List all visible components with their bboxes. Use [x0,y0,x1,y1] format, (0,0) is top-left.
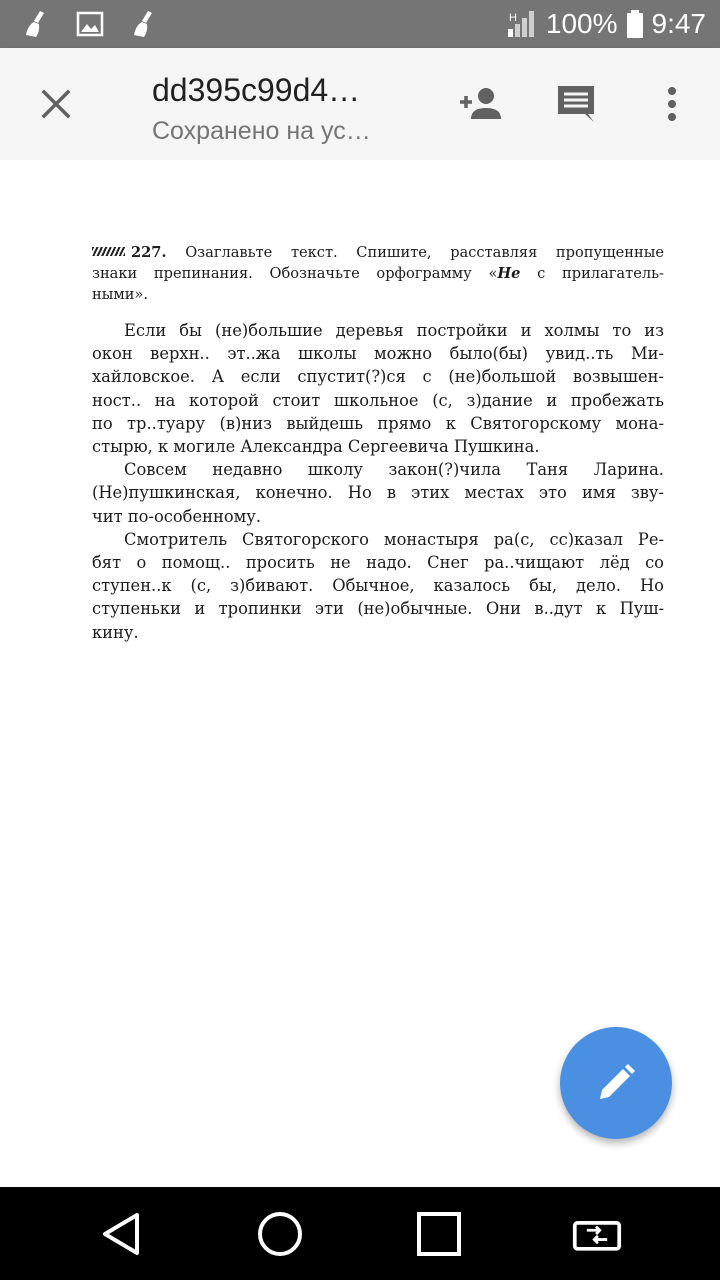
close-icon [40,88,72,120]
text-line: Смотритель Святогорского монастыря ра(с, сс)казал Ре- [124,529,664,549]
hatch-marker-icon [92,247,125,256]
title-block [152,70,402,148]
back-icon [99,1211,143,1257]
paragraph-3 [92,528,664,644]
edit-pencil-icon [596,1063,636,1103]
text-line: бят о помощ.. просить не надо. Снег ра..чищают лёд со [92,553,664,573]
task-instruction [92,242,664,305]
more-vert-icon [666,86,678,122]
app-toolbar [0,48,720,160]
paragraph-2 [92,458,664,528]
edit-fab-button[interactable] [560,1027,672,1139]
orthogram-ne: Не [497,265,521,282]
text-line: стырю, к могиле Александра Сергеевича Пушкина. [92,437,540,457]
recents-button[interactable] [414,1209,464,1259]
text-line: хайловское. А если спустит(?)ся с (не)большой возвышен- [92,367,664,387]
screen-cast-icon [572,1214,622,1254]
document-content [92,242,664,644]
image-icon [76,10,104,38]
text-line: (Не)пушкинская, конечно. Но в этих местах это имя зву- [92,483,664,503]
paragraph-1 [92,319,664,458]
back-button[interactable] [96,1209,146,1259]
more-options-button[interactable] [644,76,700,132]
task-line: 227. Озаглавьте текст. Спишите, расставляя пропущенные [92,242,664,263]
home-icon [256,1210,304,1258]
close-button[interactable] [30,78,82,130]
notification-icons [22,8,158,40]
clock: 9:47 [651,8,706,39]
comment-icon [555,83,597,125]
home-button[interactable] [255,1209,305,1259]
task-line: знаки препинания. Обозначьте орфограмму «Не с прилагатель- [92,265,664,282]
text-line: окон верхн.. эт..жа школы можно было(бы) увид..ть Ми- [92,344,664,364]
network-type: H [508,12,517,24]
signal-icon [506,9,538,39]
navigation-bar [0,1187,720,1280]
document-title: dd395c99d4… [152,72,361,108]
comments-button[interactable] [548,76,604,132]
cleaner-icon [130,9,158,39]
text-line: Если бы (не)большие деревья постройки и холмы то из [124,321,664,340]
save-status: Сохранено на ус… [152,117,371,145]
text-line: по тр..туару (в)низ выйдешь прямо к Святогорскому мона- [92,413,664,433]
share-button[interactable] [452,76,508,132]
screen-cast-button[interactable] [572,1209,622,1259]
status-bar [0,0,720,48]
system-status [506,0,706,48]
recents-icon [416,1211,462,1257]
battery-percent: 100% [545,8,618,39]
task-line: ными». [92,286,148,303]
add-person-icon [455,86,505,122]
cleaner-icon [22,9,50,39]
text-line: ност.. на которой стоит школьное (с, з)дание и пробежать [92,390,664,410]
task-number: 227. [131,244,167,261]
text-line: кину. [92,622,139,642]
text-line: Совсем недавно школу закон(?)чила Таня Ларина. [124,460,664,480]
battery-icon [626,9,644,39]
text-line: ступеньки и тропинки эти (не)обычные. Они в..дут к Пуш- [92,599,664,619]
text-line: ступен..к (с, з)бивают. Обычное, казалось бы, дело. Но [92,576,664,596]
text-line: чит по-особенному. [92,506,262,526]
